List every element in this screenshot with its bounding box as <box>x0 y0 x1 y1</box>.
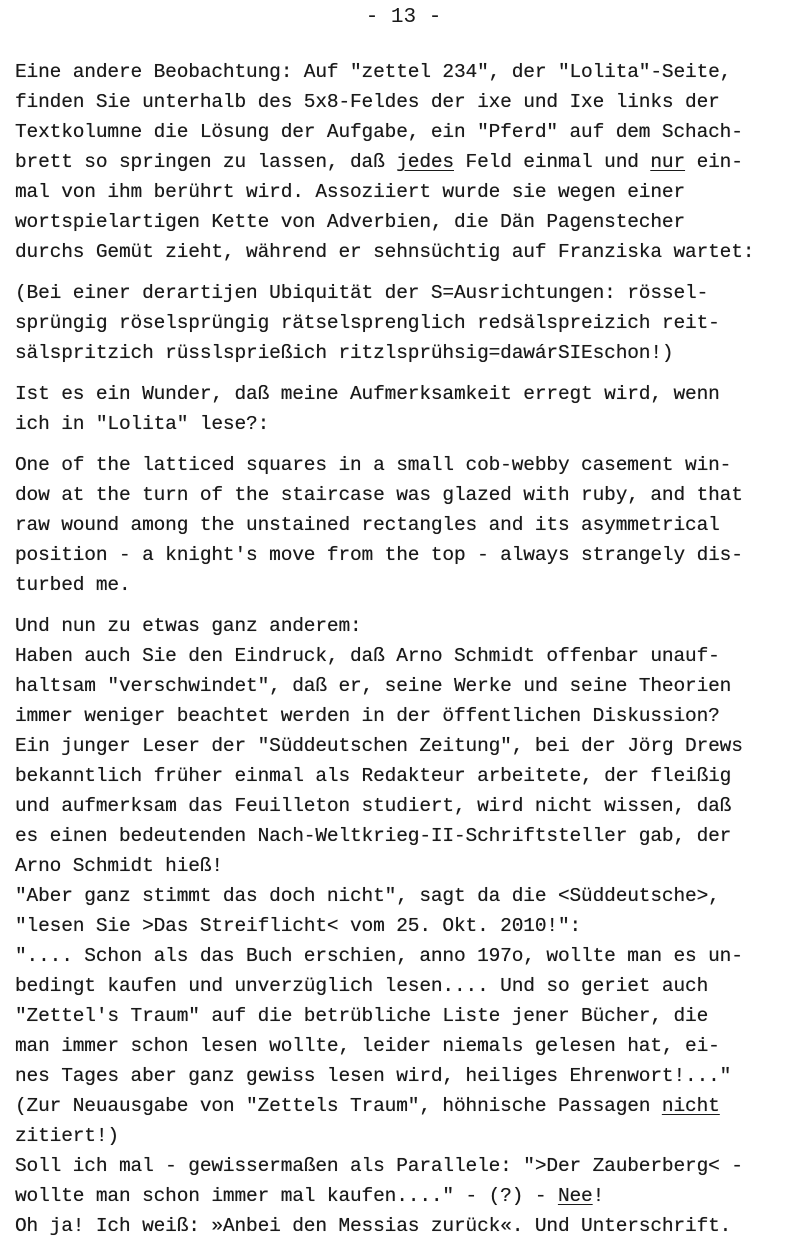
paragraph <box>15 611 805 1241</box>
text-line: sälspritzich rüsslspriеßich ritzlsprühsig=dawárSIEschon!) <box>15 342 674 364</box>
text-line <box>15 1091 805 1121</box>
text-line <box>15 147 805 177</box>
text-segment: ein- <box>685 151 743 173</box>
underlined-word: jedes <box>396 151 454 173</box>
text-line: nes Tages aber ganz gewiss lesen wird, heiliges Ehrenwort!..." <box>15 1065 732 1087</box>
text-line: finden Sie unterhalb des 5x8-Feldes der ixe und Ixe links der <box>15 91 720 113</box>
text-line: ".... Schon als das Buch erschien, anno 197o, wollte man es un- <box>15 945 743 967</box>
text-line: sprüngig röselsprüngig rätselsprenglich redsälspreizich reit- <box>15 312 720 334</box>
paragraph-gap <box>15 267 805 278</box>
text-segment: ! <box>592 1185 605 1207</box>
text-line: position - a knight's move from the top - always strangely dis- <box>15 544 743 566</box>
text-line: (Bei einer derartijen Ubiquität der S=Ausrichtungen: rössel- <box>15 282 709 304</box>
text-line: Haben auch Sie den Eindruck, daß Arno Schmidt offenbar unauf- <box>15 645 720 667</box>
underlined-word: nicht <box>661 1095 720 1117</box>
text-segment: brett so springen zu lassen, daß <box>15 151 397 173</box>
text-line: und aufmerksam das Feuilleton studiert, wird nicht wissen, daß <box>15 795 732 817</box>
text-line: Und nun zu etwas ganz anderem: <box>15 615 362 637</box>
paragraph <box>15 450 805 600</box>
text-line: raw wound among the unstained rectangles and its asymmetrical <box>15 514 720 536</box>
text-line: Arno Schmidt hieß! <box>15 855 223 877</box>
text-segment: (Zur Neuausgabe von "Zettels Traum", höhnische Passagen <box>15 1095 662 1117</box>
text-line: dow at the turn of the staircase was glazed with ruby, and that <box>15 484 743 506</box>
text-line: Soll ich mal - gewissermaßen als Parallele: ">Der Zauberberg< - <box>15 1155 743 1177</box>
page-number: - 13 - <box>365 6 442 29</box>
underlined-word: nur <box>650 151 686 173</box>
text-line: "Zettel's Traum" auf die betrübliche Liste jener Bücher, die <box>15 1005 709 1027</box>
paragraph <box>15 278 805 368</box>
paragraph <box>15 379 805 439</box>
text-line: Textkolumne die Lösung der Aufgabe, ein "Pferd" auf dem Schach- <box>15 121 743 143</box>
text-line: mal von ihm berührt wird. Assoziiert wurde sie wegen einer <box>15 181 686 203</box>
paragraph-gap <box>15 439 805 450</box>
text-line: Ist es ein Wunder, daß meine Aufmerksamkeit erregt wird, wenn <box>15 383 720 405</box>
text-line <box>15 1181 805 1211</box>
paragraph-gap <box>15 600 805 611</box>
text-line: wortspielartigen Kette von Adverbien, die Dän Pagenstecher <box>15 211 686 233</box>
underlined-word: Nee <box>557 1185 593 1207</box>
text-line: es einen bedeutenden Nach-Weltkrieg-II-Schriftsteller gab, der <box>15 825 732 847</box>
text-line: man immer schon lesen wollte, leider niemals gelesen hat, ei- <box>15 1035 720 1057</box>
text-line: turbed me. <box>15 574 131 596</box>
text-line: Oh ja! Ich weiß: »Anbei den Messias zurück«. Und Unterschrift. <box>15 1215 732 1237</box>
text-line: bedingt kaufen und unverzüglich lesen.... Und so geriet auch <box>15 975 709 997</box>
text-line: "Aber ganz stimmt das doch nicht", sagt da die <Süddeutsche>, <box>15 885 720 907</box>
text-segment: Feld einmal und <box>453 151 651 173</box>
text-line: bekanntlich früher einmal als Redakteur arbeitete, der fleißig <box>15 765 732 787</box>
text-line: "lesen Sie >Das Streiflicht< vom 25. Okt. 2010!": <box>15 915 582 937</box>
text-line: zitiert!) <box>15 1125 119 1147</box>
text-line: ich in "Lolita" lese?: <box>15 413 270 435</box>
paragraph <box>15 57 805 267</box>
paragraph-gap <box>15 368 805 379</box>
text-line: Ein junger Leser der "Süddeutschen Zeitung", bei der Jörg Drews <box>15 735 743 757</box>
text-line: haltsam "verschwindet", daß er, seine Werke und seine Theorien <box>15 675 732 697</box>
text-line: durchs Gemüt zieht, während er sehnsüchtig auf Franziska wartet: <box>15 241 755 263</box>
text-line: immer weniger beachtet werden in der öffentlichen Diskussion? <box>15 705 720 727</box>
body-text <box>15 57 805 1241</box>
text-line: One of the latticed squares in a small cob-webby casement win- <box>15 454 732 476</box>
text-line: Eine andere Beobachtung: Auf "zettel 234", der "Lolita"-Seite, <box>15 61 732 83</box>
text-segment: wollte man schon immer mal kaufen...." - (?) - <box>15 1185 558 1207</box>
